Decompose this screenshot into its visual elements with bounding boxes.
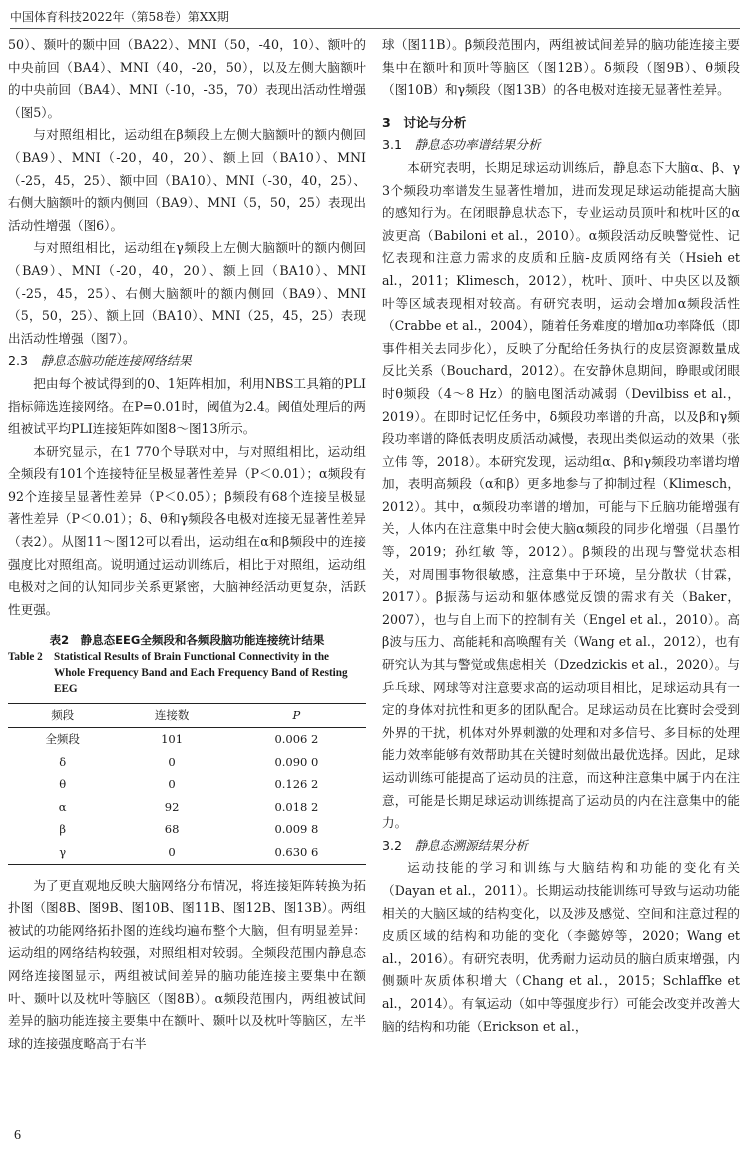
section-title: 静息态功率谱结果分析 xyxy=(414,137,541,153)
table-caption-en xyxy=(8,649,366,697)
left-column xyxy=(8,34,366,1055)
header-p: P xyxy=(292,708,301,723)
paragraph: 球（图11B）。β频段范围内，两组被试间差异的脑功能连接主要集中在额叶和顶叶等脑区（图12B）。δ频段（图9B）、θ频段（图10B）和γ频段（图13B）的各电极对连接无显著性差异。 xyxy=(382,37,740,98)
cell-p: 0.018 2 xyxy=(274,799,319,814)
paragraph: 把由每个被试得到的0、1矩阵相加，利用NBS工具箱的PLI指标筛选连接网络。在P=0.01时，阈值为2.4。阈值处理后的两组被试平均PLI连接矩阵如图8～图13所示。 xyxy=(8,375,366,437)
cell-p: 0.630 6 xyxy=(274,845,319,859)
page-number: 6 xyxy=(14,1128,21,1143)
running-header xyxy=(10,6,740,29)
paragraph: 本研究显示，在1 770个导联对中，与对照组相比，运动组全频段有101个连接特征呈极显著性差异（P＜0.01）；α频段有92个连接呈显著性差异（P＜0.05）；β频段有68个连接呈极显著性差异（P＜0.01）；δ、θ和γ频段各电极对连接无显著性差异（表2）。从图11～图12可以看出，运动组在α和β频段中的连接强度比对照组高。说明通过运动训练后，相比于对照组，运动组电极对之间的认知同步关系更紧密，大脑神经活动更复杂，活跃性更强。 xyxy=(8,443,366,617)
stats-table xyxy=(8,703,366,864)
paragraph: 本研究表明，长期足球运动训练后，静息态下大脑α、β、γ 3个频段功率谱发生显著性增加，进而发现足球运动能提高大脑的感知行为。在闭眼静息状态下，专业运动员顶叶和枕叶区的α波更高（Babiloni et al.，2010）。α频段活动反映警觉性、记忆表现和注意力需求的皮质和丘脑-皮质网络有关（Hsieh et al.，2011；Klimesch，2012），枕叶、顶叶、中央区以及额叶等区域表现相对较高。有研究表明，运动会增加α频段活性（Crabbe et al.，2004），随着任务难度的增加α功率降低（即事件相关去同步化），反映了分配给任务执行的皮层资源数量成反比关系（Bouchard，2012）。在安静休息期间，睁眼或闭眼时θ频段（4～8 Hz）的脑电图活动减弱（Devilbiss et al.，2019）。在即时记忆任务中，δ频段功率谱的升高，以及β和γ频段功率谱的降低表明皮质活动减慢，表现出类似运动的效果（张立伟 等，2018）。本研究发现，运动组α、β和γ频段功率谱均增加，表明高频段（α和β）更多地参与了抑制过程（Klimesch，2012）。其中，α频段功率谱的增加，可能与下丘脑功能增强有关，人体内在注意集中时会使大脑α频段的同步化增强（吕墨竹 等，2019；孙红敏 等，2012）。β频段的出现与警觉状态相关，对周围事物很敏感，注意集中于环境，呈分散状（甘霖，2017）。β振荡与运动和躯体感觉反馈的需求有关（Baker，2007），也与自上而下的控制有关（Engel et al.，2010）。高β波与压力、高能耗和高唤醒有关（Wang et al.，2012），也有研究认为其与警觉或焦虑相关（Dzedzickis et al.，2020）。与乒乓球、网球等对注意要求高的运动项目相比，足球运动具有一定的身体对抗性和更多的团队配合。足球运动员在比赛时会受到外界的干扰，机体对外界刺激的处理和对多信号、多目标的处理能力效率能够有效帮助其在关键时刻做出最优选择。因此，足球运动训练可能提高了运动员的注意，而这种注意集中属于内在注意，可能是长期足球运动训练提高了运动员的内在注意集中的能力。 xyxy=(382,159,740,831)
section-number: 3.1 xyxy=(382,137,403,153)
section-heading-3-1 xyxy=(382,134,740,157)
cell-count: 68 xyxy=(164,822,180,837)
cell-count: 0 xyxy=(168,777,176,792)
table-row xyxy=(8,728,366,751)
table-caption-cn: 表2 静息态EEG全频段和各频段脑功能连接统计结果 xyxy=(49,633,325,648)
cell-count: 92 xyxy=(164,799,180,814)
table-caption-en-line1: Statistical Results of Brain Functional Connectivity in the xyxy=(54,651,330,664)
table-2 xyxy=(8,631,366,864)
paragraph: 与对照组相比，运动组在β频段上左侧大脑额叶的额内侧回（BA9）、MNI（-20，40，20）、额上回（BA10）、MNI（-25，45，25）、额中回（BA10）、MNI（-30，40，25）、右侧大脑额叶的额内侧回（BA9）、MNI（5，50，25）表现出活动性增强（图6）。 xyxy=(8,127,366,233)
cell-band: γ xyxy=(59,845,67,859)
section-heading-2-3 xyxy=(8,350,366,373)
cell-p: 0.009 8 xyxy=(274,822,319,837)
table-row xyxy=(8,773,366,796)
cell-count: 0 xyxy=(168,845,176,859)
cell-p: 0.126 2 xyxy=(274,777,319,792)
table-row xyxy=(8,841,366,864)
section-title: 静息态溯源结果分析 xyxy=(414,837,528,853)
header-count: 连接数 xyxy=(154,708,190,723)
table-header-row xyxy=(8,704,366,728)
cell-band: θ xyxy=(59,777,67,792)
cell-p: 0.006 2 xyxy=(274,732,319,747)
section-title: 静息态脑功能连接网络结果 xyxy=(40,353,192,369)
cell-p: 0.090 0 xyxy=(274,754,319,769)
cell-band: α xyxy=(58,799,67,814)
table-caption-en-line2: Whole Frequency Band and Each Frequency Band of Resting EEG xyxy=(54,667,348,696)
section-number: 3 xyxy=(382,114,391,130)
paragraph: 与对照组相比，运动组在γ频段上左侧大脑额叶的额内侧回（BA9）、MNI（-20，40，20）、额上回（BA10）、MNI（-25，45，25）、右侧大脑额叶的额内侧回（BA9）、MNI（5，50，25）、额上回（BA10）、MNI（25，45，25）表现出活动性增强（图7）。 xyxy=(8,240,366,346)
paragraph: 运动技能的学习和训练与大脑结构和功能的变化有关（Dayan et al.，2011）。长期运动技能训练可导致与运动功能相关的大脑区域的结构变化，以及涉及感觉、空间和注意过程的皮质区域的结构和功能的变化（李懿婷等，2020；Wang et al.，2016）。有研究表明，优秀耐力运动员的脑白质束增强，内侧颞叶灰质体积增大（Chang et al.，2015；Schlaffke et al.，2014）。有氧运动（如中等强度步行）可能会改变并改善大脑的结构和功能（Erickson et al.， xyxy=(382,860,740,1034)
section-number: 2.3 xyxy=(8,353,29,369)
cell-band: β xyxy=(59,822,67,837)
section-title: 讨论与分析 xyxy=(403,114,467,130)
right-column xyxy=(382,34,740,1038)
section-heading-3 xyxy=(382,112,740,135)
cell-band: δ xyxy=(59,754,67,769)
cell-count: 0 xyxy=(168,754,176,769)
paragraph: 50）、颞叶的颞中回（BA22）、MNI（50，-40，10）、额叶的中央前回（BA4）、MNI（40，-20，50），以及左侧大脑额叶的中央前回（BA4）、MNI（-10，-35，70）表现出活动性增强（图5）。 xyxy=(8,37,366,120)
section-heading-3-2 xyxy=(382,835,740,858)
cell-count: 101 xyxy=(161,732,184,747)
table-row xyxy=(8,796,366,819)
table-row xyxy=(8,751,366,774)
header-band: 频段 xyxy=(51,708,75,723)
cell-band: 全频段 xyxy=(45,732,80,747)
paragraph: 为了更直观地反映大脑网络分布情况，将连接矩阵转换为拓扑图（图8B、图9B、图10B、图11B、图12B、图13B）。两组被试的功能网络拓扑图的连线均遍布整个大脑，但有明显差异：运动组的网络结构较强，对照组相对较弱。全频段范围内静息态网络连接图显示，两组被试间差异的脑功能连接主要集中在额叶、颞叶以及枕叶等脑区（图8B）。α频段范围内，两组被试间差异的脑功能连接主要集中在额叶、颞叶以及枕叶等脑区，左半球的连接强度略高于右半 xyxy=(8,877,366,1051)
table-label-en: Table 2 xyxy=(8,651,43,664)
running-title: 中国体育科技2022年（第58卷）第XX期 xyxy=(10,10,229,24)
table-row xyxy=(8,818,366,841)
section-number: 3.2 xyxy=(382,837,403,853)
